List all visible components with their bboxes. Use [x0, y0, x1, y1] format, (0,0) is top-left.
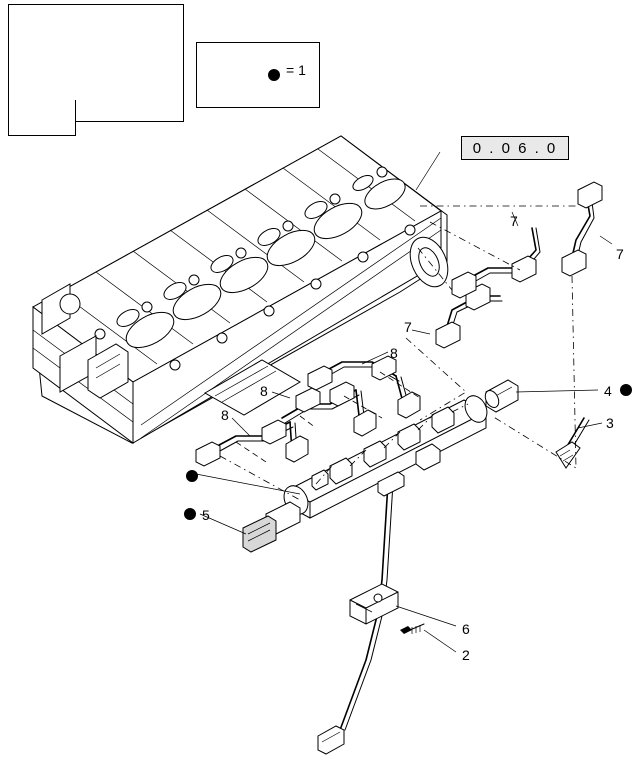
pressure-sensor-part — [243, 502, 300, 552]
callout-8-b: 8 — [260, 383, 268, 399]
cylinder-head-assembly — [33, 136, 455, 443]
callout-8-c: 8 — [221, 407, 229, 423]
bullet-marker-4 — [620, 384, 632, 396]
fixing-screw-part — [400, 624, 424, 634]
kit-equals-label: = 1 — [286, 62, 306, 78]
reference-code-box — [461, 136, 569, 160]
reference-code: 0 . 0 6 . 0 — [472, 139, 558, 157]
bullet-marker-rail-left — [186, 470, 198, 482]
callout-7-b: 7 — [616, 246, 624, 262]
common-rail — [243, 392, 491, 754]
callout-2: 2 — [462, 647, 470, 663]
callout-7-c: 7 — [404, 319, 412, 335]
kit-bullet-icon — [268, 69, 280, 81]
rail-plug-part-4 — [483, 380, 518, 412]
pipe-bracket-part — [350, 584, 398, 624]
bullet-marker-5 — [184, 508, 196, 520]
thumbnail-tab — [8, 100, 76, 136]
callout-3: 3 — [606, 415, 614, 431]
callout-4: 4 — [604, 383, 612, 399]
callout-7-a: 7 — [510, 213, 518, 229]
callout-8-a: 8 — [390, 345, 398, 361]
stud-bolt-part-3 — [556, 418, 589, 468]
callout-6: 6 — [462, 621, 470, 637]
hp-pipes-group-7 — [436, 182, 602, 348]
callout-5: 5 — [202, 507, 210, 523]
